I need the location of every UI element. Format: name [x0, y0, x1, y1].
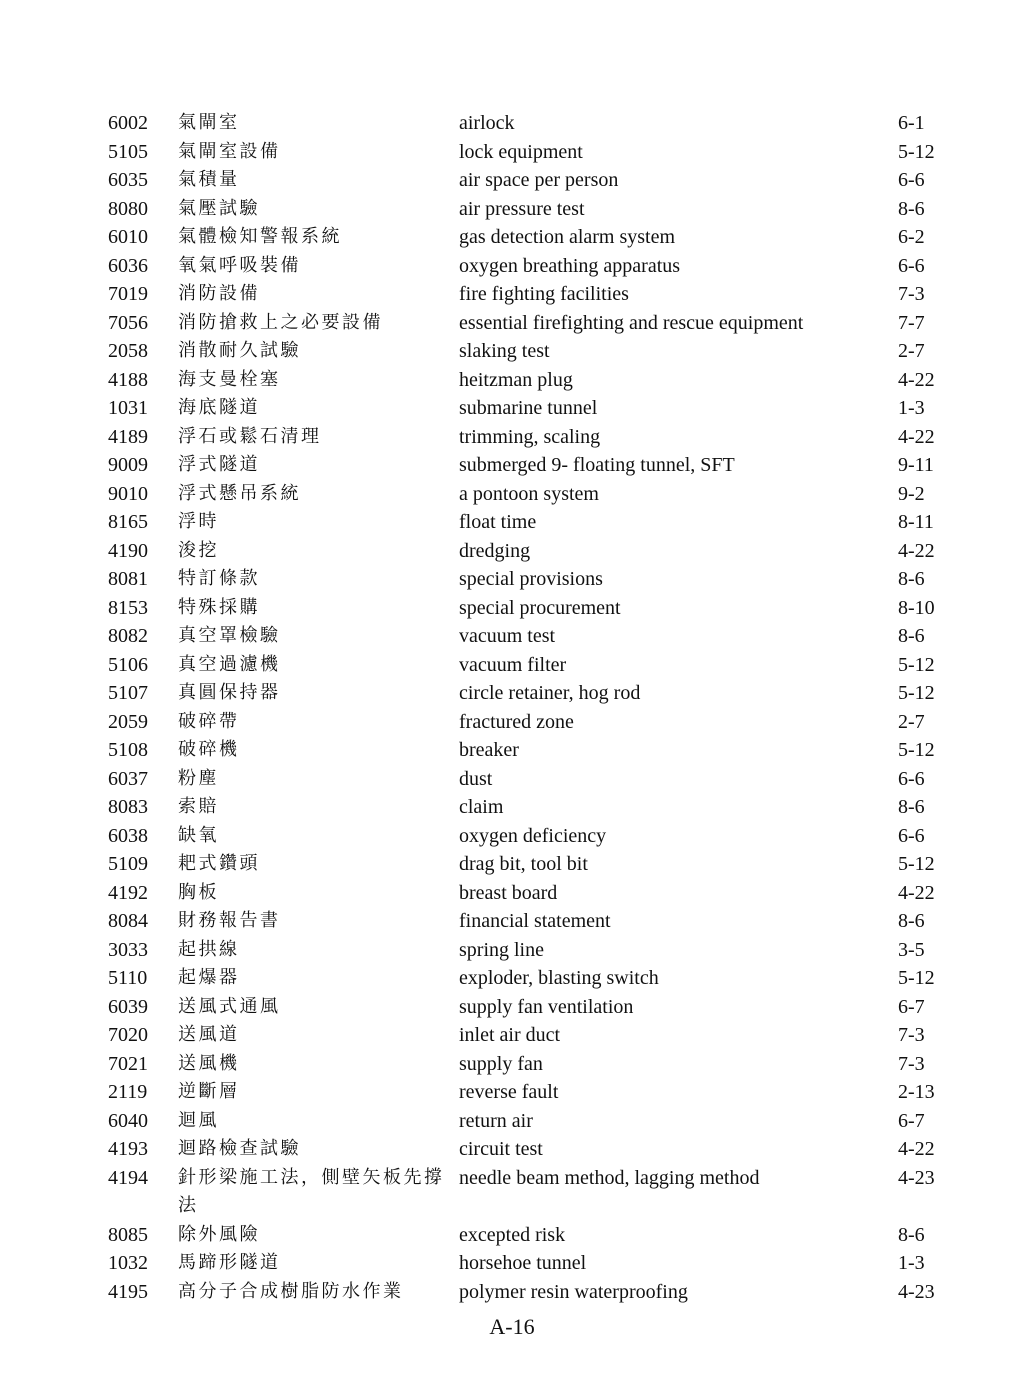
entry-english-term: fractured zone [459, 710, 574, 733]
entry-code: 1032 [108, 1252, 148, 1274]
entry-reference: 8-6 [898, 197, 925, 220]
entry-reference: 4-22 [898, 881, 935, 904]
entry-chinese-term: 送風式通風 [178, 995, 281, 1017]
entry-english-term: a pontoon system [459, 482, 599, 505]
entry-english-term: oxygen deficiency [459, 824, 607, 847]
entry-english-term: return air [459, 1109, 533, 1132]
entry-english-term: air space per person [459, 169, 619, 191]
entry-code: 6035 [108, 169, 148, 191]
entry-reference: 4-22 [898, 1138, 935, 1160]
entry-english-term: claim [459, 796, 504, 818]
entry-code: 4194 [108, 1166, 148, 1189]
entry-english-term: circle retainer, hog rod [459, 682, 641, 704]
entry-code: 4195 [108, 1280, 148, 1303]
entry-english-term: financial statement [459, 910, 611, 932]
entry-chinese-term: 缺氧 [178, 824, 219, 846]
entry-chinese-term: 送風機 [178, 1052, 240, 1074]
entry-code: 4193 [108, 1138, 148, 1160]
entry-code: 5109 [108, 853, 148, 875]
entry-code: 4188 [108, 368, 148, 391]
entry-english-term: vacuum test [459, 625, 556, 647]
glossary-row [108, 793, 948, 822]
glossary-row [108, 1021, 948, 1050]
entry-reference: 6-6 [898, 767, 925, 790]
entry-reference: 8-10 [898, 596, 935, 619]
entry-english-term: airlock [459, 112, 515, 134]
entry-reference: 9-2 [898, 482, 925, 505]
glossary-row [108, 879, 948, 908]
entry-code: 3033 [108, 938, 148, 961]
entry-reference: 8-6 [898, 625, 925, 647]
glossary-row [108, 964, 948, 993]
entry-chinese-term: 消防搶救上之必要設備 [178, 311, 383, 333]
entry-chinese-term: 海底隧道 [178, 397, 260, 418]
entry-english-term: dredging [459, 539, 531, 562]
entry-reference: 6-2 [898, 226, 925, 248]
entry-english-term: essential firefighting and rescue equipment [459, 311, 804, 334]
entry-code: 9010 [108, 482, 148, 505]
entry-code: 4189 [108, 425, 148, 448]
entry-code: 7056 [108, 311, 148, 334]
entry-reference: 5-12 [898, 682, 935, 704]
glossary-row [108, 480, 948, 509]
glossary-row [108, 166, 948, 195]
entry-chinese-term: 真空罩檢驗 [178, 625, 281, 646]
entry-code: 8083 [108, 796, 148, 818]
glossary-row [108, 993, 948, 1022]
entry-english-term: circuit test [459, 1138, 543, 1160]
entry-reference: 9-11 [898, 454, 934, 476]
entry-english-term: special provisions [459, 568, 603, 590]
entry-english-term: drag bit, tool bit [459, 853, 588, 875]
entry-code: 9009 [108, 454, 148, 476]
entry-chinese-term: 真圓保持器 [178, 682, 281, 703]
entry-chinese-term: 胸板 [178, 881, 219, 903]
entry-code: 8082 [108, 625, 148, 647]
entry-code: 8080 [108, 197, 148, 220]
entry-chinese-term: 迴路檢查試驗 [178, 1138, 301, 1159]
glossary-row [108, 366, 948, 395]
entry-code: 7021 [108, 1052, 148, 1075]
entry-chinese-term: 浮式隧道 [178, 454, 260, 475]
entry-reference: 5-12 [898, 739, 935, 761]
glossary-row [108, 679, 948, 708]
entry-code: 7019 [108, 283, 148, 305]
entry-chinese-term: 消散耐久試驗 [178, 340, 301, 361]
glossary-row [108, 651, 948, 680]
entry-english-term: lock equipment [459, 140, 583, 163]
entry-reference: 8-6 [898, 910, 925, 932]
entry-chinese-term: 消防設備 [178, 283, 260, 304]
entry-reference: 6-6 [898, 824, 925, 847]
entry-english-term: slaking test [459, 340, 550, 362]
entry-english-term: oxygen breathing apparatus [459, 254, 681, 277]
entry-reference: 8-6 [898, 568, 925, 590]
entry-english-term: submarine tunnel [459, 397, 598, 419]
entry-chinese-term: 財務報告書 [178, 910, 281, 931]
glossary-row [108, 736, 948, 765]
entry-reference: 1-3 [898, 1252, 925, 1274]
entry-chinese-term: 高分子合成樹脂防水作業 [178, 1280, 404, 1302]
entry-chinese-term: 馬蹄形隧道 [178, 1252, 281, 1273]
entry-english-term: vacuum filter [459, 653, 567, 676]
entry-code: 4190 [108, 539, 148, 562]
glossary-row [108, 309, 948, 338]
entry-code: 5108 [108, 739, 148, 761]
entry-code: 6039 [108, 995, 148, 1018]
entry-code: 5105 [108, 140, 148, 163]
entry-chinese-term: 氣壓試驗 [178, 197, 260, 219]
entry-reference: 1-3 [898, 397, 925, 419]
entry-english-term: special procurement [459, 596, 621, 619]
entry-reference: 2-13 [898, 1081, 935, 1103]
glossary-row [108, 280, 948, 309]
entry-chinese-term: 破碎機 [178, 739, 240, 760]
glossary-row [108, 1221, 948, 1250]
entry-chinese-term: 氧氣呼吸裝備 [178, 254, 301, 276]
entry-reference: 2-7 [898, 710, 925, 733]
glossary-row [108, 138, 948, 167]
entry-reference: 6-6 [898, 254, 925, 277]
glossary-row [108, 394, 948, 423]
glossary-row [108, 907, 948, 936]
glossary-row [108, 337, 948, 366]
entry-code: 2058 [108, 340, 148, 362]
entry-chinese-term: 粉塵 [178, 767, 219, 789]
entry-reference: 3-5 [898, 938, 925, 961]
glossary-row [108, 708, 948, 737]
glossary-row [108, 252, 948, 281]
glossary-row [108, 1107, 948, 1136]
entry-code: 6037 [108, 767, 148, 790]
entry-code: 6038 [108, 824, 148, 847]
entry-reference: 4-23 [898, 1166, 935, 1189]
entry-reference: 7-3 [898, 1024, 925, 1046]
entry-reference: 6-7 [898, 1109, 925, 1132]
entry-reference: 8-6 [898, 1223, 925, 1246]
entry-chinese-term: 氣閘室 [178, 112, 240, 133]
entry-reference: 4-22 [898, 539, 935, 562]
glossary-row [108, 223, 948, 252]
entry-reference: 6-1 [898, 112, 925, 134]
entry-code: 5107 [108, 682, 148, 704]
entry-chinese-term: 索賠 [178, 796, 219, 817]
glossary-row [108, 765, 948, 794]
entry-reference: 7-3 [898, 283, 925, 305]
entry-reference: 7-7 [898, 311, 925, 334]
entry-code: 5110 [108, 967, 148, 989]
entry-chinese-term: 浮式懸吊系統 [178, 482, 301, 504]
entry-code: 2059 [108, 710, 148, 733]
glossary-row [108, 109, 948, 138]
entry-reference: 4-22 [898, 425, 935, 448]
entry-chinese-term: 特殊採購 [178, 596, 260, 618]
entry-reference: 5-12 [898, 853, 935, 875]
entry-chinese-term: 送風道 [178, 1024, 240, 1045]
glossary-row [108, 1135, 948, 1164]
entry-code: 6036 [108, 254, 148, 277]
glossary-row [108, 537, 948, 566]
glossary-row [108, 1278, 948, 1307]
glossary-row [108, 1050, 948, 1079]
entry-reference: 4-22 [898, 368, 935, 391]
glossary-row [108, 1249, 948, 1278]
entry-english-term: breast board [459, 881, 558, 904]
entry-reference: 8-11 [898, 511, 934, 533]
entry-english-term: air pressure test [459, 197, 585, 220]
entry-reference: 5-12 [898, 140, 935, 163]
glossary-row [108, 594, 948, 623]
glossary-row [108, 423, 948, 452]
entry-code: 6010 [108, 226, 148, 248]
entry-chinese-term: 特訂條款 [178, 568, 260, 589]
glossary-row [108, 565, 948, 594]
page-number: A-16 [489, 1314, 535, 1339]
entry-chinese-term: 氣體檢知警報系統 [178, 226, 342, 247]
entry-english-term: trimming, scaling [459, 425, 601, 448]
entry-reference: 2-7 [898, 340, 925, 362]
entry-english-term: gas detection alarm system [459, 226, 676, 248]
entry-chinese-term: 浮時 [178, 511, 219, 532]
entry-code: 8084 [108, 910, 148, 932]
entry-english-term: exploder, blasting switch [459, 967, 659, 989]
entry-reference: 6-6 [898, 169, 925, 191]
entry-chinese-term: 浮石或鬆石清理 [178, 425, 322, 447]
entry-reference: 5-12 [898, 967, 935, 989]
entry-chinese-term: 氣積量 [178, 169, 240, 190]
entry-english-term: needle beam method, lagging method [459, 1166, 760, 1189]
entry-english-term: supply fan ventilation [459, 995, 634, 1018]
entry-chinese-term: 氣閘室設備 [178, 140, 281, 162]
entry-chinese-term: 起爆器 [178, 967, 240, 988]
glossary-row [108, 508, 948, 537]
entry-chinese-term: 海支曼栓塞 [178, 368, 281, 390]
entry-english-term: reverse fault [459, 1081, 559, 1103]
entry-english-term: inlet air duct [459, 1024, 561, 1046]
glossary-row [108, 1078, 948, 1107]
entry-code: 8165 [108, 511, 148, 533]
entry-chinese-term: 迴風 [178, 1109, 219, 1131]
entry-reference: 8-6 [898, 796, 925, 818]
entry-code: 8081 [108, 568, 148, 590]
entry-reference: 6-7 [898, 995, 925, 1018]
entry-chinese-term: 逆斷層 [178, 1081, 240, 1102]
entry-reference: 4-23 [898, 1280, 935, 1303]
entry-code: 6040 [108, 1109, 148, 1132]
entry-chinese-term: 破碎帶 [178, 710, 240, 732]
entry-code: 2119 [108, 1081, 148, 1103]
glossary-row [108, 622, 948, 651]
entry-code: 6002 [108, 112, 148, 134]
entry-english-term: excepted risk [459, 1223, 566, 1246]
entry-code: 7020 [108, 1024, 148, 1046]
entry-chinese-term: 除外風險 [178, 1223, 260, 1245]
glossary-row [108, 195, 948, 224]
entry-english-term: heitzman plug [459, 368, 573, 391]
glossary-row [108, 451, 948, 480]
entry-english-term: supply fan [459, 1052, 543, 1075]
glossary-table [108, 109, 948, 1306]
entry-code: 4192 [108, 881, 148, 904]
entry-english-term: dust [459, 767, 493, 790]
entry-english-term: spring line [459, 938, 544, 961]
entry-code: 1031 [108, 397, 148, 419]
entry-english-term: polymer resin waterproofing [459, 1280, 688, 1303]
entry-chinese-term: 起拱線 [178, 938, 240, 960]
entry-reference: 7-3 [898, 1052, 925, 1075]
entry-code: 8085 [108, 1223, 148, 1246]
glossary-row [108, 822, 948, 851]
glossary-row [108, 936, 948, 965]
entry-code: 8153 [108, 596, 148, 619]
entry-chinese-term: 浚挖 [178, 539, 219, 561]
entry-english-term: submerged 9- floating tunnel, SFT [459, 454, 735, 476]
glossary-row [108, 1164, 948, 1221]
entry-chinese-term: 耙式鑽頭 [178, 853, 260, 874]
entry-code: 5106 [108, 653, 148, 676]
entry-english-term: float time [459, 511, 537, 533]
entry-english-term: fire fighting facilities [459, 283, 629, 305]
entry-chinese-term: 真空過濾機 [178, 653, 281, 675]
entry-english-term: breaker [459, 739, 519, 761]
entry-chinese-term: 針形梁施工法，側壁矢板先撐法 [178, 1166, 445, 1216]
entry-reference: 5-12 [898, 653, 935, 676]
entry-english-term: horsehoe tunnel [459, 1252, 587, 1274]
glossary-row [108, 850, 948, 879]
